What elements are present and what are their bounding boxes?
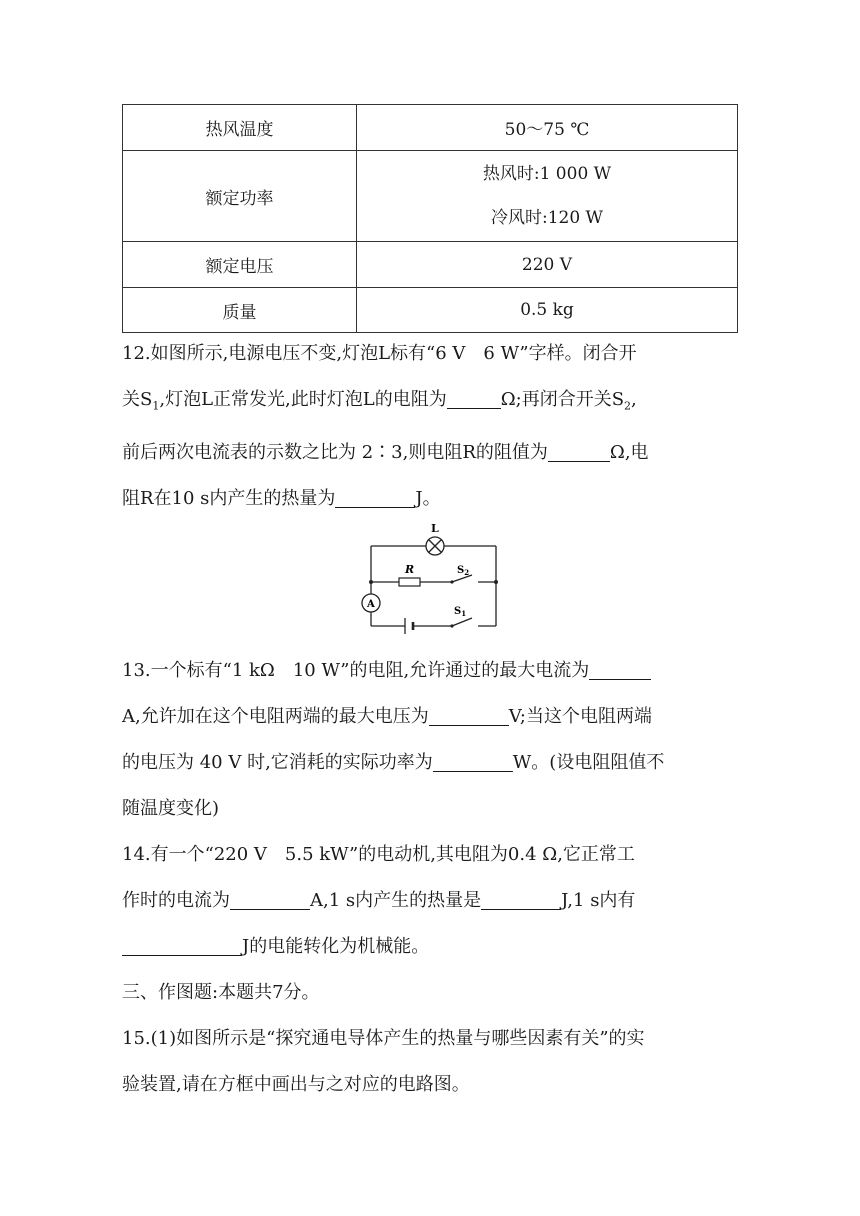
lamp-label: L bbox=[431, 522, 439, 535]
table-cell-label: 质量 bbox=[123, 288, 357, 333]
q13-line: 的电压为 40 V 时,它消耗的实际功率为 W。(设电阻阻值不 bbox=[122, 740, 742, 786]
q15-line: 验装置,请在方框中画出与之对应的电路图。 bbox=[122, 1074, 470, 1095]
battery-icon bbox=[405, 618, 413, 634]
q12-line: 关$S_1$,灯泡L正常发光,此时灯泡L的电阻为 Ω;再闭合开关$S_2$, bbox=[122, 377, 742, 430]
table-row bbox=[123, 242, 738, 288]
table-row bbox=[123, 288, 738, 333]
answer-blank[interactable] bbox=[447, 386, 501, 409]
question-13 bbox=[122, 648, 742, 832]
junction-dot bbox=[494, 580, 498, 584]
answer-blank[interactable] bbox=[122, 933, 242, 956]
table-row bbox=[123, 105, 738, 151]
junction-dot bbox=[369, 580, 373, 584]
answer-blank[interactable] bbox=[429, 703, 509, 726]
table-cell-label: 额定电压 bbox=[123, 242, 357, 288]
q13-line: 随温度变化) bbox=[122, 798, 220, 819]
question-15 bbox=[122, 1016, 742, 1108]
resistor-icon bbox=[399, 578, 420, 586]
ammeter-icon bbox=[362, 594, 380, 612]
table-cell-value: 50～75 ℃ bbox=[357, 105, 738, 151]
q15-line: 15.(1)如图所示是“探究通电导体产生的热量与哪些因素有关”的实 bbox=[122, 1028, 645, 1049]
value-line: 热风时:1 000 W bbox=[482, 164, 612, 184]
answer-blank[interactable] bbox=[548, 439, 610, 462]
q12-line: 阻R在10 s内产生的热量为 J。 bbox=[122, 476, 742, 522]
answer-blank[interactable] bbox=[481, 887, 561, 910]
switch-pivot bbox=[450, 580, 453, 583]
resistor-label: R bbox=[405, 563, 415, 576]
switch1-label: $S_1$ bbox=[454, 606, 467, 618]
table-cell-label: 热风温度 bbox=[123, 105, 357, 151]
circuit-diagram bbox=[354, 518, 504, 636]
value-line: 冷风时:120 W bbox=[490, 208, 604, 228]
table-cell-label: 额定功率 bbox=[123, 151, 357, 242]
table-row bbox=[123, 151, 738, 242]
table-cell-value: 0.5 kg bbox=[357, 288, 738, 333]
q13-line: 13.一个标有“1 kΩ 10 W”的电阻,允许通过的最大电流为 bbox=[122, 648, 742, 694]
table-cell-value: 220 V bbox=[357, 242, 738, 288]
lamp-icon bbox=[426, 537, 444, 555]
question-12 bbox=[122, 331, 742, 522]
q13-line: A,允许加在这个电阻两端的最大电压为 V;当这个电阻两端 bbox=[122, 694, 742, 740]
ammeter-label: A bbox=[367, 599, 375, 610]
q14-line: 14.有一个“220 V 5.5 kW”的电动机,其电阻为0.4 Ω,它正常工 bbox=[122, 844, 635, 865]
question-14 bbox=[122, 832, 742, 970]
q12-line: 前后两次电流表的示数之比为 2∶3,则电阻R的阻值为 Ω,电 bbox=[122, 430, 742, 476]
section-3-heading: 三、作图题:本题共7分。 bbox=[122, 982, 320, 1003]
answer-blank[interactable] bbox=[589, 657, 651, 680]
q12-line: 12.如图所示,电源电压不变,灯泡L标有“6 V 6 W”字样。闭合开 bbox=[122, 343, 637, 364]
spec-table bbox=[122, 104, 738, 333]
answer-blank[interactable] bbox=[433, 749, 513, 772]
table-cell-value bbox=[357, 151, 738, 242]
q14-line: 作时的电流为 A,1 s内产生的热量是 J,1 s内有 bbox=[122, 878, 742, 924]
q14-line: J的电能转化为机械能。 bbox=[122, 924, 742, 970]
answer-blank[interactable] bbox=[230, 887, 310, 910]
answer-blank[interactable] bbox=[335, 485, 415, 508]
switch2-label: $S_2$ bbox=[457, 565, 470, 577]
switch-pivot bbox=[450, 624, 453, 627]
